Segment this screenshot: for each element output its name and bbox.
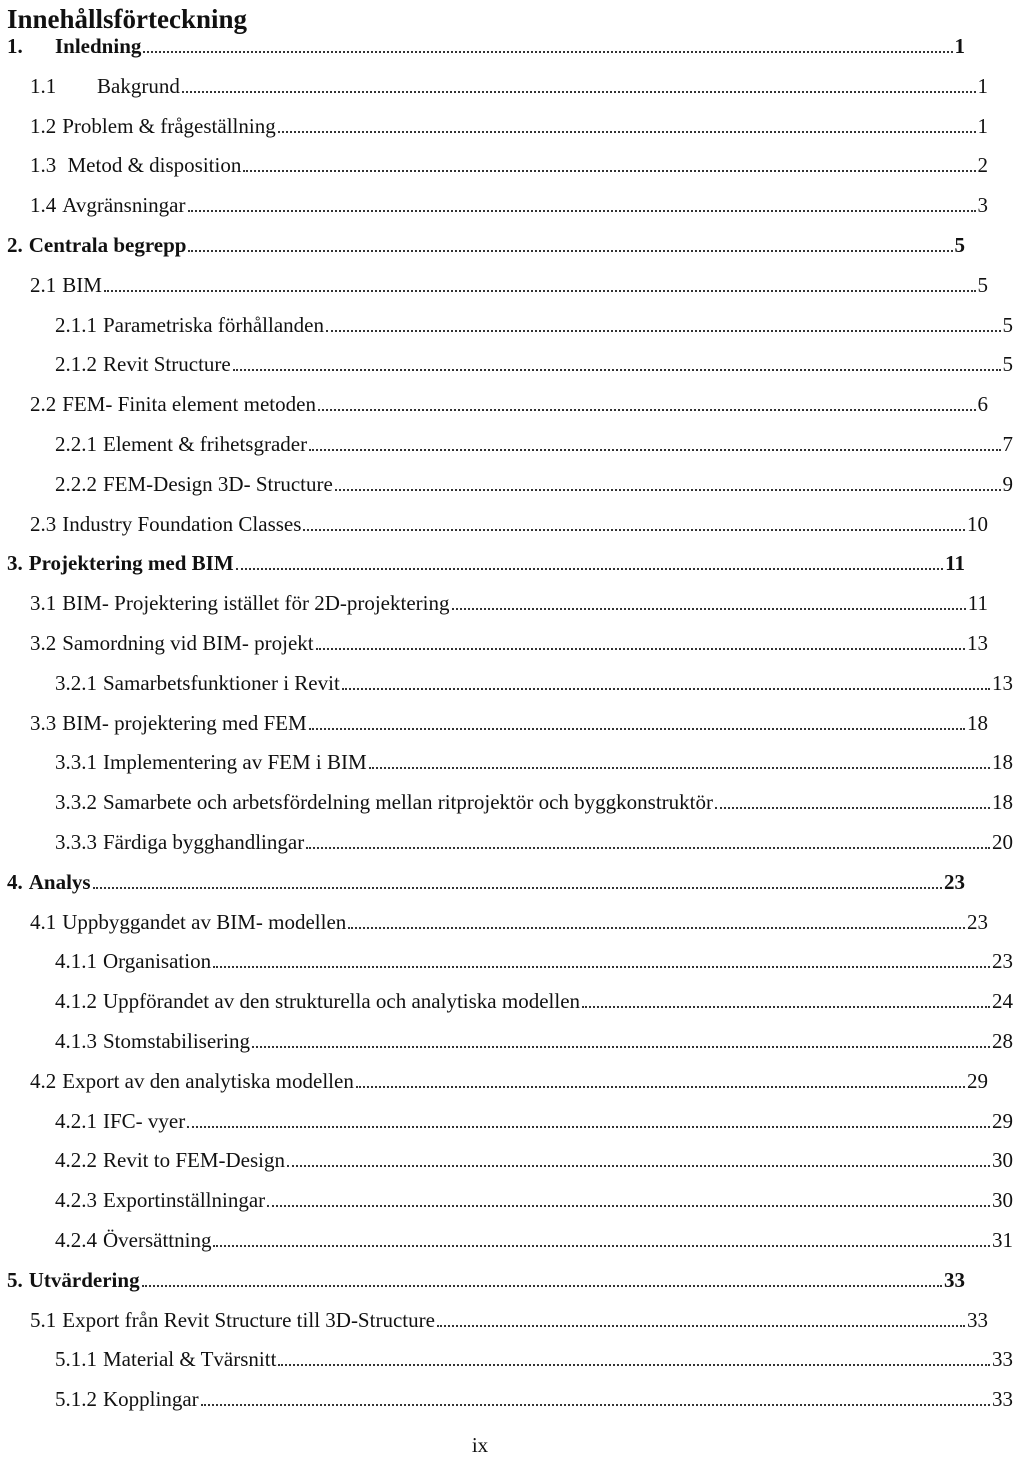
toc-entry-number: 2.2.1 <box>55 432 97 456</box>
toc-entry-page: 1 <box>977 113 988 138</box>
toc-entry-text: Exportinställningar <box>103 1188 266 1213</box>
page-number-footer: ix <box>471 1433 489 1457</box>
toc-entry-text: FEM-Design 3D- Structure <box>103 471 333 496</box>
toc-entry-number: 5.1 <box>30 1307 57 1332</box>
toc-entry-number: 1.3 <box>30 153 57 178</box>
toc-entry[interactable] <box>0 866 965 898</box>
toc-entry[interactable] <box>0 746 1013 778</box>
toc-entry-number: 3.3 <box>30 710 57 735</box>
toc-entry-page: 3 <box>977 193 988 218</box>
toc-entry-number: 3.1 <box>30 591 57 616</box>
dot-leader <box>287 1147 990 1167</box>
toc-entry-label <box>55 1025 250 1057</box>
toc-entry-text: Revit to FEM-Design <box>103 1148 285 1173</box>
toc-entry-page: 33 <box>992 1387 1013 1412</box>
toc-entry-number: 3.3.1 <box>55 750 97 775</box>
dot-leader <box>437 1307 965 1327</box>
toc-entry-number: 2.2.2 <box>55 471 97 496</box>
dot-leader <box>316 630 965 650</box>
toc-entry[interactable] <box>0 1065 988 1097</box>
toc-entry[interactable] <box>0 388 988 420</box>
toc-entry[interactable] <box>0 1264 965 1296</box>
dot-leader <box>303 511 965 531</box>
toc-entry-text: Analys <box>28 869 91 894</box>
dot-leader <box>188 232 952 252</box>
toc-entry-page: 30 <box>992 1188 1013 1213</box>
toc-entry-number: 4.2 <box>30 1068 57 1093</box>
dot-leader <box>213 948 990 968</box>
toc-entry-page: 7 <box>1002 432 1013 456</box>
toc-entry-page: 18 <box>967 710 988 735</box>
toc-entry[interactable] <box>0 508 988 540</box>
toc-entry-page: 30 <box>992 1148 1013 1173</box>
dot-leader <box>582 988 990 1008</box>
toc-entry-page: 13 <box>992 670 1013 695</box>
toc-entry-text: Organisation <box>103 949 212 974</box>
toc-entry[interactable] <box>0 985 1013 1017</box>
toc-entry-number: 1.1 <box>30 73 57 98</box>
dot-leader <box>715 789 990 809</box>
toc-entry[interactable] <box>0 229 965 261</box>
toc-entry-label <box>55 428 307 460</box>
toc-entry-number: 4.1.2 <box>55 989 97 1014</box>
toc-entry-text: Avgränsningar <box>62 193 186 218</box>
toc-entry[interactable] <box>0 189 988 221</box>
toc-entry[interactable] <box>0 1383 1013 1415</box>
toc-entry-label <box>30 149 241 181</box>
toc-entry-text: Bakgrund <box>97 73 180 98</box>
toc-entry-label <box>30 508 301 540</box>
dot-leader <box>335 471 1001 491</box>
toc-entry[interactable] <box>0 1025 1013 1057</box>
toc-entry[interactable] <box>0 348 1013 380</box>
toc-entry-page: 28 <box>992 1029 1013 1053</box>
toc-entry[interactable] <box>0 826 1013 858</box>
toc-entry-label <box>55 1184 265 1216</box>
toc-entry-number: 4.1 <box>30 909 57 934</box>
toc-entry-text: Export av den analytiska modellen <box>62 1068 354 1093</box>
toc-entry-label <box>30 1065 354 1097</box>
toc-entry-text: Stomstabilisering <box>103 1029 250 1053</box>
toc-entry-text: Projektering med BIM <box>28 551 234 576</box>
dot-leader <box>326 312 1001 332</box>
toc-entry[interactable] <box>0 428 1013 460</box>
toc-entry-page: 33 <box>992 1347 1013 1372</box>
toc-entry-label <box>55 1383 199 1415</box>
toc-entry[interactable] <box>0 309 1013 341</box>
toc-entry-page: 1 <box>954 34 965 58</box>
dot-leader <box>318 391 976 411</box>
toc-entry[interactable] <box>0 1184 1013 1216</box>
toc-entry-number: 2.2 <box>30 392 57 417</box>
dot-leader <box>309 431 1000 451</box>
toc-entry-text: Samarbetsfunktioner i Revit <box>103 670 340 695</box>
toc-entry-label <box>55 826 304 858</box>
toc-entry-number: 1.2 <box>30 113 57 138</box>
toc-entry-text: BIM- projektering med FEM <box>62 710 307 735</box>
toc-entry-number: 4.1.3 <box>55 1029 97 1053</box>
toc-entry[interactable] <box>0 587 988 619</box>
dot-leader <box>278 1346 990 1366</box>
toc-entry[interactable] <box>0 786 1013 818</box>
toc-entry[interactable] <box>0 1105 1013 1137</box>
toc-entry[interactable] <box>0 667 1013 699</box>
toc-entry-label <box>7 1264 140 1296</box>
toc-entry-text: Problem & frågeställning <box>62 113 276 138</box>
toc-entry-page: 5 <box>1002 352 1013 377</box>
toc-entry-label <box>55 667 340 699</box>
toc-title: Innehållsförteckning <box>7 4 248 34</box>
toc-entry-text: Färdiga bygghandlingar <box>103 830 305 854</box>
toc-entry-page: 23 <box>967 909 988 934</box>
toc-entry-number: 3.3.2 <box>55 790 97 815</box>
toc-entry[interactable] <box>0 906 988 938</box>
toc-entry-label <box>55 1144 285 1176</box>
toc-entry-page: 24 <box>992 989 1013 1014</box>
toc-entry[interactable] <box>0 547 965 579</box>
toc-entry-number: 2. <box>7 233 23 257</box>
dot-leader <box>342 670 990 690</box>
toc-entry-page: 11 <box>945 551 965 576</box>
toc-entry-label <box>7 229 186 261</box>
dot-leader <box>93 869 942 889</box>
toc-entry-label <box>30 110 276 142</box>
toc-entry-number: 2.1 <box>30 272 57 297</box>
toc-entry-number: 1. <box>7 34 23 58</box>
toc-entry-page: 5 <box>977 272 988 297</box>
toc-entry-text: Parametriska förhållanden <box>103 312 324 337</box>
dot-leader <box>369 749 990 769</box>
toc-entry-text: Uppbyggandet av BIM- modellen <box>62 909 347 934</box>
toc-entry[interactable] <box>0 30 965 62</box>
dot-leader <box>233 351 1001 371</box>
toc-entry-number: 3.2 <box>30 631 57 655</box>
toc-entry[interactable] <box>0 468 1013 500</box>
toc-entry-label <box>7 866 91 898</box>
toc-entry-label <box>55 309 324 341</box>
toc-entry-page: 10 <box>967 511 988 536</box>
toc-entry-label <box>55 1105 185 1137</box>
toc-entry-label <box>55 1224 211 1256</box>
dot-leader <box>309 710 965 730</box>
toc-entry[interactable] <box>0 269 988 301</box>
toc-entry-text: IFC- vyer <box>103 1108 186 1133</box>
toc-entry-page: 5 <box>954 233 965 257</box>
dot-leader <box>356 1068 965 1088</box>
toc-entry-page: 29 <box>992 1108 1013 1133</box>
toc-entry[interactable] <box>0 1343 1013 1375</box>
toc-entry-page: 13 <box>967 631 988 655</box>
toc-entry-label <box>30 1304 435 1336</box>
toc-entry-label <box>55 1343 276 1375</box>
toc-entry-label <box>30 189 186 221</box>
toc-entry-number: 4.2.1 <box>55 1108 97 1133</box>
dot-leader <box>188 192 976 212</box>
dot-leader <box>213 1227 990 1247</box>
toc-entry-label <box>30 70 180 102</box>
toc-entry-label <box>30 587 450 619</box>
toc-entry-label <box>30 388 316 420</box>
toc-entry-number: 3.3.3 <box>55 830 97 854</box>
dot-leader <box>243 152 975 172</box>
toc-entry[interactable] <box>0 1304 988 1336</box>
dot-leader <box>201 1386 990 1406</box>
toc-entry[interactable] <box>0 707 988 739</box>
toc-entry[interactable] <box>0 70 988 102</box>
toc-entry-page: 23 <box>992 949 1013 974</box>
toc-entry-text: Revit Structure <box>103 352 231 377</box>
toc-entry-number: 1.4 <box>30 193 57 218</box>
toc-entry-number: 4.1.1 <box>55 949 97 974</box>
toc-entry-text: FEM- Finita element metoden <box>62 392 316 417</box>
toc-entry-text: Samarbete och arbetsfördelning mellan ritprojektör och byggkonstruktör <box>103 790 713 815</box>
dot-leader <box>187 1108 990 1128</box>
toc-entry[interactable] <box>0 1224 1013 1256</box>
toc-entry-text: Uppförandet av den strukturella och analytiska modellen <box>103 989 581 1014</box>
toc-entry-label <box>55 786 713 818</box>
toc-entry-page: 18 <box>992 790 1013 815</box>
toc-entry[interactable] <box>0 627 988 659</box>
dot-leader <box>306 829 990 849</box>
toc-entry-page: 2 <box>977 153 988 178</box>
toc-entry-page: 33 <box>944 1267 965 1292</box>
toc-entry-page: 1 <box>977 73 988 98</box>
dot-leader <box>143 33 952 53</box>
toc-entry[interactable] <box>0 110 988 142</box>
toc-entry-number: 5.1.1 <box>55 1347 97 1372</box>
toc-entry-text: Kopplingar <box>103 1387 199 1412</box>
toc-entry-text: Export från Revit Structure till 3D-Structure <box>62 1307 435 1332</box>
toc-entry-text: Inledning <box>55 34 142 58</box>
toc-entry-number: 3. <box>7 551 23 576</box>
toc-entry-text: Industry Foundation Classes <box>62 511 302 536</box>
toc-entry-text: Centrala begrepp <box>28 233 187 257</box>
toc-entry-text: BIM <box>62 272 102 297</box>
toc-entry-label <box>7 30 141 62</box>
toc-entry[interactable] <box>0 149 988 181</box>
toc-entry-page: 20 <box>992 830 1013 854</box>
toc-entry-number: 4.2.3 <box>55 1188 97 1213</box>
dot-leader <box>104 272 976 292</box>
toc-entry-label <box>30 707 307 739</box>
dot-leader <box>142 1267 942 1287</box>
toc-entry-label <box>55 945 211 977</box>
toc-entry-text: Översättning <box>103 1228 212 1252</box>
toc-entry-page: 33 <box>967 1307 988 1332</box>
toc-entry-text: Samordning vid BIM- projekt <box>62 631 314 655</box>
toc-entry-number: 5. <box>7 1267 23 1292</box>
toc-entry-label <box>30 906 346 938</box>
toc-entry-text: Metod & disposition <box>62 153 242 178</box>
toc-entry-number: 4.2.4 <box>55 1228 97 1252</box>
dot-leader <box>348 909 965 929</box>
toc-entry-text: Implementering av FEM i BIM <box>103 750 367 775</box>
dot-leader <box>267 1187 990 1207</box>
dot-leader <box>252 1028 990 1048</box>
toc-entry-page: 11 <box>967 591 988 616</box>
toc-entry-label <box>55 985 580 1017</box>
toc-entry-label <box>55 746 367 778</box>
toc-entry-page: 29 <box>967 1068 988 1093</box>
toc-entry-text: Utvärdering <box>28 1267 140 1292</box>
toc-entry-number: 3.2.1 <box>55 670 97 695</box>
toc-entry-label <box>30 269 102 301</box>
toc-entry[interactable] <box>0 1144 1013 1176</box>
toc-entry[interactable] <box>0 945 1013 977</box>
dot-leader <box>182 73 976 93</box>
toc-entry-label <box>30 627 314 659</box>
toc-entry-text: Material & Tvärsnitt <box>103 1347 277 1372</box>
toc-entry-number: 5.1.2 <box>55 1387 97 1412</box>
toc-entry-text: BIM- Projektering istället för 2D-projektering <box>62 591 450 616</box>
toc-entry-label <box>55 468 333 500</box>
dot-leader <box>452 590 966 610</box>
toc-entry-label <box>55 348 231 380</box>
toc-entry-number: 2.1.2 <box>55 352 97 377</box>
toc-entry-text: Element & frihetsgrader <box>103 432 308 456</box>
toc-entry-number: 2.1.1 <box>55 312 97 337</box>
dot-leader <box>278 113 976 133</box>
toc-entry-page: 31 <box>992 1228 1013 1252</box>
toc-entry-label <box>7 547 234 579</box>
toc-entry-page: 23 <box>944 869 965 894</box>
toc-entry-page: 5 <box>1002 312 1013 337</box>
toc-entry-number: 4.2.2 <box>55 1148 97 1173</box>
toc-entry-number: 2.3 <box>30 511 57 536</box>
toc-entry-page: 6 <box>977 392 988 417</box>
toc-entry-number: 4. <box>7 869 23 894</box>
dot-leader <box>236 550 944 570</box>
toc-entry-page: 18 <box>992 750 1013 775</box>
toc-entry-page: 9 <box>1002 471 1013 496</box>
